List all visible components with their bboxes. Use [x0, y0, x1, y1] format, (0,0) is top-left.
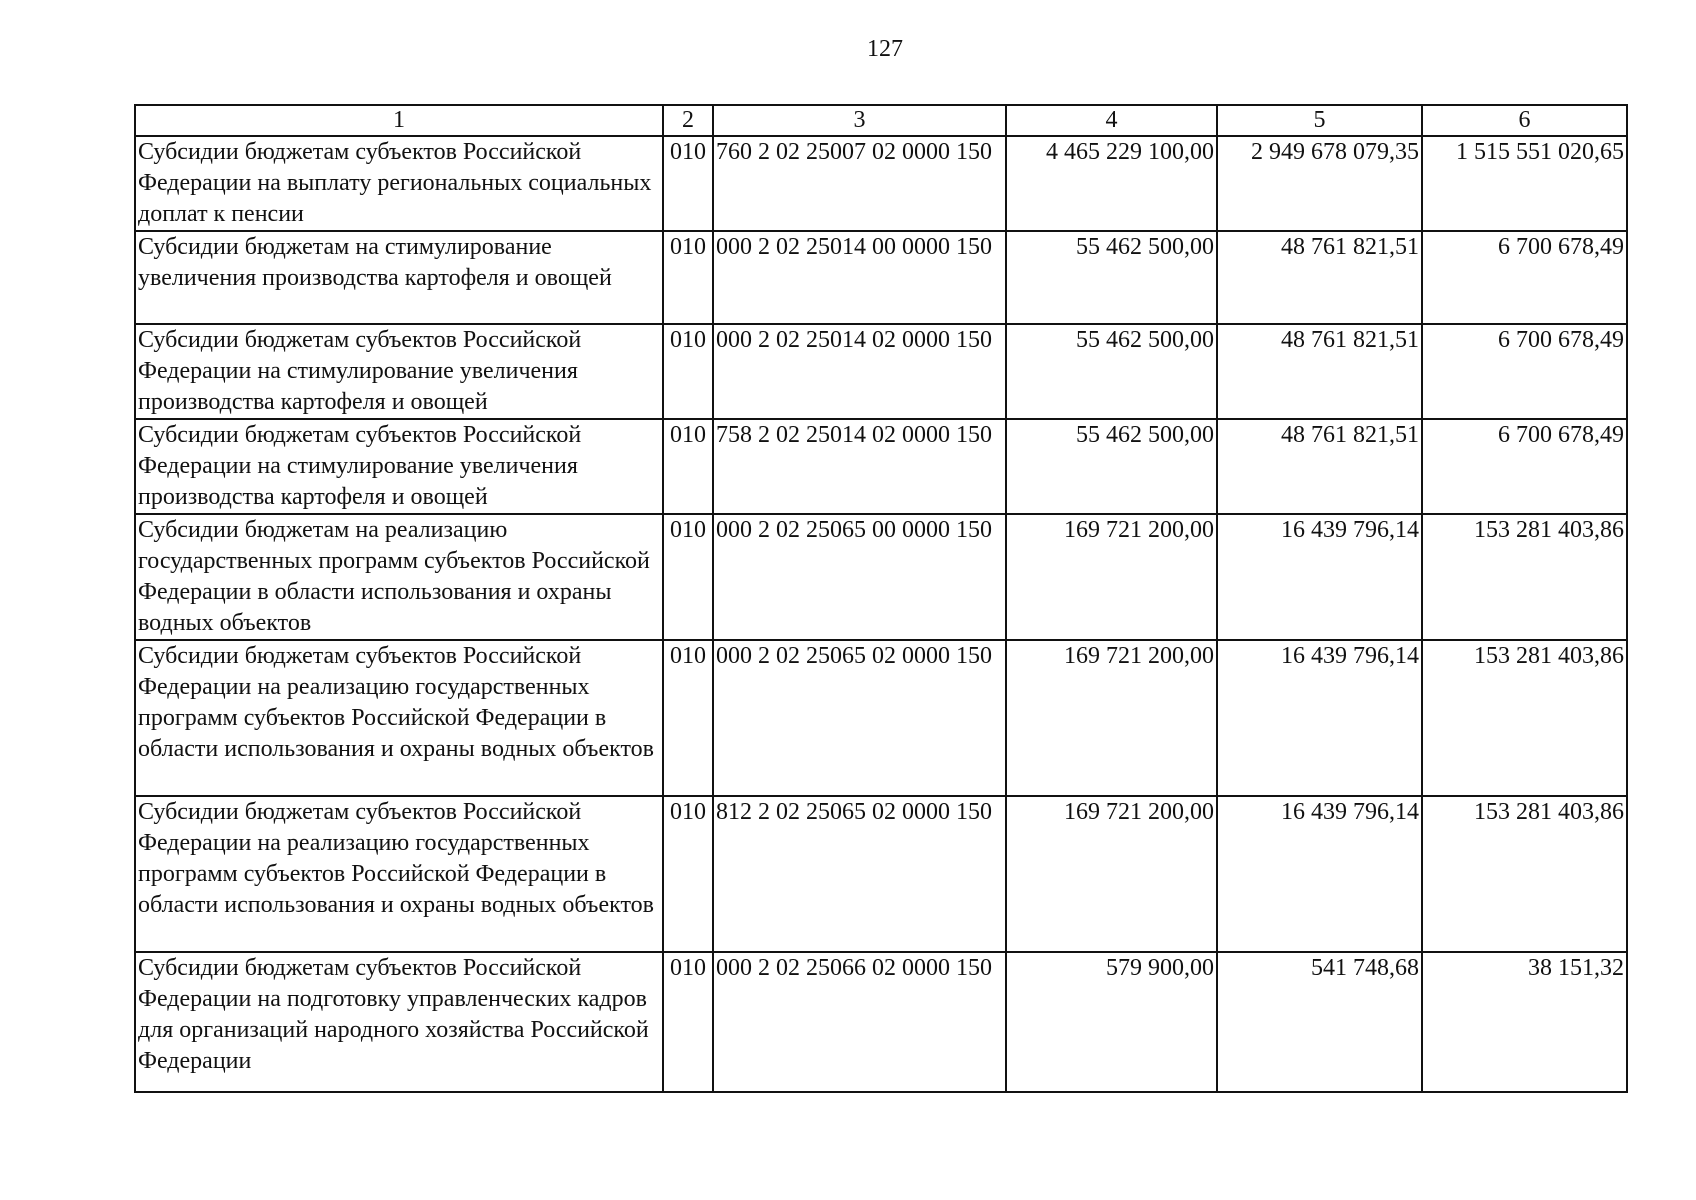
column-number-1: 1	[135, 105, 663, 136]
row-remaining: 38 151,32	[1422, 952, 1627, 1092]
row-executed: 2 949 678 079,35	[1217, 136, 1422, 231]
column-number-6: 6	[1422, 105, 1627, 136]
row-remaining: 1 515 551 020,65	[1422, 136, 1627, 231]
table-row	[135, 952, 1627, 1092]
row-budget-code: 760 2 02 25007 02 0000 150	[713, 136, 1006, 231]
row-name: Субсидии бюджетам субъектов Российской Федерации на стимулирование увеличения производства картофеля и овощей	[135, 419, 663, 514]
row-planned: 169 721 200,00	[1006, 514, 1217, 640]
row-planned: 169 721 200,00	[1006, 640, 1217, 796]
row-budget-code: 000 2 02 25014 00 0000 150	[713, 231, 1006, 324]
row-planned: 579 900,00	[1006, 952, 1217, 1092]
row-executed: 16 439 796,14	[1217, 640, 1422, 796]
row-executed: 48 761 821,51	[1217, 231, 1422, 324]
row-code: 010	[663, 514, 713, 640]
page-number: 127	[867, 36, 903, 62]
row-planned: 55 462 500,00	[1006, 231, 1217, 324]
row-name: Субсидии бюджетам субъектов Российской Федерации на подготовку управленческих кадров для организаций народного хозяйства Российской Федерации	[135, 952, 663, 1092]
row-remaining: 6 700 678,49	[1422, 324, 1627, 419]
row-remaining: 153 281 403,86	[1422, 514, 1627, 640]
row-name: Субсидии бюджетам субъектов Российской Федерации на стимулирование увеличения производства картофеля и овощей	[135, 324, 663, 419]
row-remaining: 6 700 678,49	[1422, 231, 1627, 324]
row-name: Субсидии бюджетам на реализацию государственных программ субъектов Российской Федерации в области использования и охраны водных объектов	[135, 514, 663, 640]
row-planned: 169 721 200,00	[1006, 796, 1217, 952]
row-budget-code: 000 2 02 25065 02 0000 150	[713, 640, 1006, 796]
row-code: 010	[663, 419, 713, 514]
row-name: Субсидии бюджетам субъектов Российской Федерации на реализацию государственных программ субъектов Российской Федерации в области использования и охраны водных объектов	[135, 640, 663, 796]
column-number-5: 5	[1217, 105, 1422, 136]
row-budget-code: 000 2 02 25065 00 0000 150	[713, 514, 1006, 640]
row-name: Субсидии бюджетам субъектов Российской Федерации на реализацию государственных программ субъектов Российской Федерации в области использования и охраны водных объектов	[135, 796, 663, 952]
table-row	[135, 796, 1627, 952]
table-row	[135, 136, 1627, 231]
row-code: 010	[663, 136, 713, 231]
row-code: 010	[663, 796, 713, 952]
row-name: Субсидии бюджетам на стимулирование увеличения производства картофеля и овощей	[135, 231, 663, 324]
row-budget-code: 812 2 02 25065 02 0000 150	[713, 796, 1006, 952]
row-code: 010	[663, 231, 713, 324]
column-number-2: 2	[663, 105, 713, 136]
column-number-4: 4	[1006, 105, 1217, 136]
row-executed: 48 761 821,51	[1217, 419, 1422, 514]
budget-table	[134, 104, 1628, 1093]
row-planned: 55 462 500,00	[1006, 419, 1217, 514]
row-executed: 16 439 796,14	[1217, 796, 1422, 952]
table-row	[135, 324, 1627, 419]
row-executed: 48 761 821,51	[1217, 324, 1422, 419]
row-budget-code: 000 2 02 25014 02 0000 150	[713, 324, 1006, 419]
row-executed: 541 748,68	[1217, 952, 1422, 1092]
row-remaining: 153 281 403,86	[1422, 640, 1627, 796]
row-budget-code: 758 2 02 25014 02 0000 150	[713, 419, 1006, 514]
row-executed: 16 439 796,14	[1217, 514, 1422, 640]
row-code: 010	[663, 324, 713, 419]
column-number-3: 3	[713, 105, 1006, 136]
row-code: 010	[663, 952, 713, 1092]
table-header-row	[135, 105, 1627, 136]
table-row	[135, 640, 1627, 796]
row-code: 010	[663, 640, 713, 796]
row-remaining: 6 700 678,49	[1422, 419, 1627, 514]
row-budget-code: 000 2 02 25066 02 0000 150	[713, 952, 1006, 1092]
row-name: Субсидии бюджетам субъектов Российской Федерации на выплату региональных социальных доплат к пенсии	[135, 136, 663, 231]
table-row	[135, 419, 1627, 514]
table-row	[135, 231, 1627, 324]
table-row	[135, 514, 1627, 640]
row-planned: 4 465 229 100,00	[1006, 136, 1217, 231]
row-planned: 55 462 500,00	[1006, 324, 1217, 419]
row-remaining: 153 281 403,86	[1422, 796, 1627, 952]
